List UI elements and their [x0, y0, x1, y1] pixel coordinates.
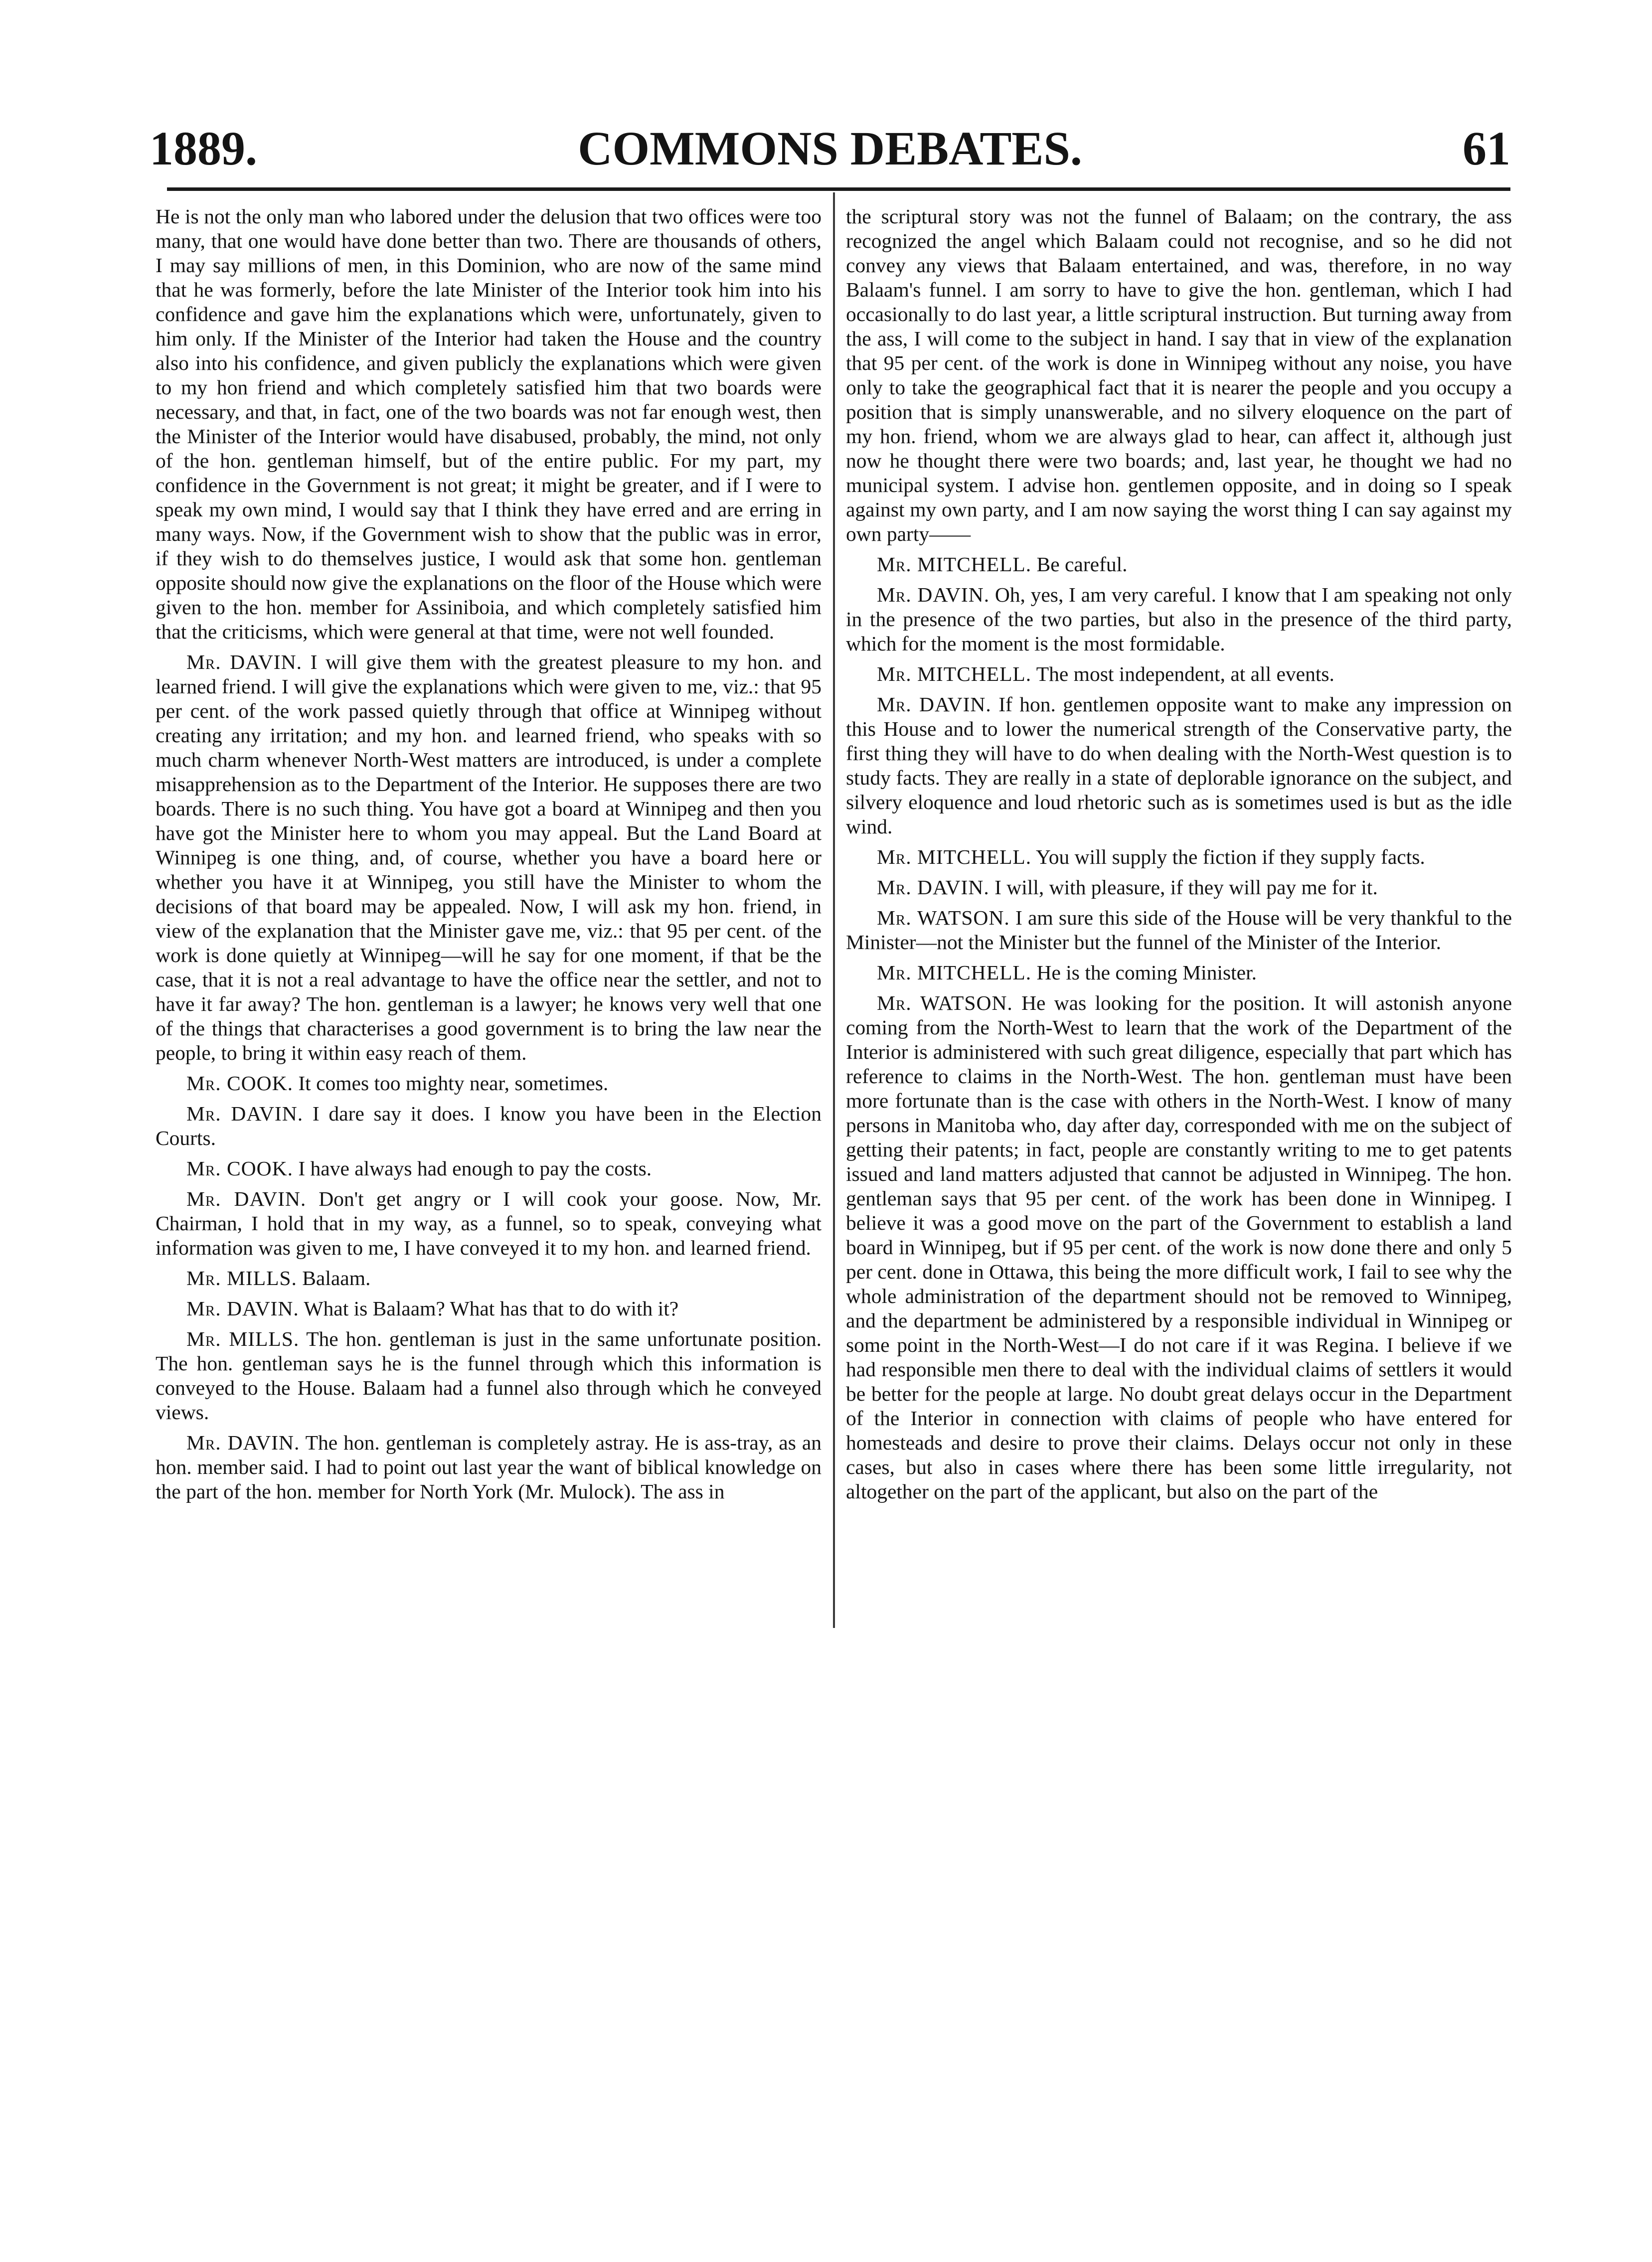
speaker-name: Mr. DAVIN.: [186, 1297, 299, 1320]
speaker-name: Mr. MITCHELL.: [877, 961, 1032, 984]
paragraph: [846, 692, 1512, 839]
speaker-name: Mr. WATSON.: [877, 906, 1010, 929]
paragraph: [156, 1296, 822, 1321]
paragraph: [156, 1266, 822, 1291]
paragraph-text: I am sure this side of the House will be very thankful to the Minister—not the Minister but the funnel of the Minister of the Interior.: [846, 906, 1512, 954]
paragraph-text: Balaam.: [302, 1267, 371, 1290]
speaker-name: Mr. COOK.: [186, 1072, 293, 1095]
paragraph-text: If hon. gentlemen opposite want to make any impression on this House and to lower the numerical strength of the Conservative party, the first thing they will have to do when dealing with the North-West question is to study facts. They are really in a state of deplorable ignorance on the subject, and silvery eloquence and loud rhetoric such as is sometimes used is but as the idle wind.: [846, 693, 1512, 838]
paragraph: [846, 961, 1512, 985]
speaker-name: Mr. MITCHELL.: [877, 845, 1032, 868]
paragraph: [846, 552, 1512, 577]
paragraph: [846, 583, 1512, 656]
paragraph-text: Oh, yes, I am very careful. I know that I am speaking not only in the presence of the two parties, but also in the presence of the third party, which for the moment is the most formidable.: [846, 583, 1512, 655]
paragraph-text: I dare say it does. I know you have been in the Election Courts.: [156, 1102, 822, 1149]
paragraph: [156, 204, 822, 644]
speaker-name: Mr. MILLS.: [186, 1267, 297, 1290]
paragraph: [156, 650, 822, 1065]
speaker-name: Mr. DAVIN.: [186, 1102, 304, 1125]
header-title: COMMONS DEBATES.: [578, 122, 1082, 175]
paragraph: [156, 1327, 822, 1425]
paragraph-text: The hon. gentleman is just in the same unfortunate position. The hon. gentleman says he is the funnel through which this information is conveyed to the House. Balaam had a funnel also through which he conveyed views.: [156, 1327, 822, 1424]
paragraph: [156, 1071, 822, 1096]
paragraph: [846, 204, 1512, 546]
paragraph: [846, 906, 1512, 955]
paragraph-text: The most independent, at all events.: [1036, 662, 1334, 685]
paragraph-text: I have always had enough to pay the costs.: [298, 1157, 652, 1180]
speaker-name: Mr. DAVIN.: [186, 650, 302, 673]
left-column: [156, 204, 822, 1510]
paragraph-text: What is Balaam? What has that to do with it?: [304, 1297, 679, 1320]
paragraph-text: He is the coming Minister.: [1036, 961, 1257, 984]
paragraph-text: The hon. gentleman is completely astray. He is ass-tray, as an hon. member said. I had to point out last year the want of biblical knowledge on the part of the hon. member for North York (Mr. Mulock). The ass in: [156, 1431, 822, 1503]
paragraph-text: He is not the only man who labored under the delusion that two offices were too many, that one would have done better than two. There are thousands of others, I may say millions of men, in this Dominion, who are now of the same mind that he was formerly, before the late Minister of the Interior took him into his confidence and gave him the explanations which were, unfortunately, given to him only. If the Minister of the Interior had taken the House and the country also into his confidence, and given publicly the explanations which were given to my hon friend and which completely satisfied him that two boards were necessary, and that, in fact, one of the two boards was not far enough west, then the Minister of the Interior would have disabused, probably, the mind, not only of the hon. gentleman himself, but of the entire public. For my part, my confidence in the Government is not great; it might be greater, and if I were to speak my own mind, I would say that I think they have erred and are erring in many ways. Now, if the Government wish to show that the public was in error, if they wish to do themselves justice, I would ask that some hon. gentleman opposite should now give the explanations on the floor of the House which were given to the hon. member for Assiniboia, and which completely satisfied him that the criticisms, which were general at that time, were not well founded.: [156, 205, 822, 643]
paragraph: [156, 1102, 822, 1150]
paragraph-text: It comes too mighty near, sometimes.: [298, 1072, 609, 1095]
right-column: [846, 204, 1512, 1510]
header-rule: [167, 187, 1510, 191]
speaker-name: Mr. DAVIN.: [186, 1187, 307, 1210]
speaker-name: Mr. WATSON.: [877, 991, 1013, 1014]
paragraph: [846, 662, 1512, 686]
speaker-name: Mr. DAVIN.: [877, 876, 990, 899]
speaker-name: Mr. MITCHELL.: [877, 662, 1032, 685]
paragraph: [156, 1431, 822, 1504]
paragraph-text: the scriptural story was not the funnel of Balaam; on the contrary, the ass recognized the angel which Balaam could not recognise, and so he did not convey any views that Balaam entertained, and was, therefore, in no way Balaam's funnel. I am sorry to have to give the hon. gentleman, which I had occasionally to do last year, a little scriptural instruction. But turning away from the ass, I will come to the subject in hand. I say that in view of the explanation that 95 per cent. of the work is done in Winnipeg without any noise, you have only to take the geographical fact that it is nearer the people and you occupy a position that is simply unanswerable, and no silvery eloquence on the part of my hon. friend, whom we are always glad to hear, can affect it, although just now he thought there were two boards; and, last year, he thought we had no municipal system. I advise hon. gentlemen opposite, and in doing so I speak against my own party, and I am now saying the worst thing I can say against my own party——: [846, 205, 1512, 545]
paragraph: [156, 1156, 822, 1181]
speaker-name: Mr. MITCHELL.: [877, 553, 1032, 576]
paragraph-text: Be careful.: [1036, 553, 1128, 576]
header-year: 1889.: [150, 122, 257, 175]
speaker-name: Mr. COOK.: [186, 1157, 293, 1180]
speaker-name: Mr. DAVIN.: [877, 583, 990, 606]
paragraph-text: I will give them with the greatest pleasure to my hon. and learned friend. I will give the explanations which were given to me, viz.: that 95 per cent. of the work passed quietly through that office at Winnipeg without creating any irritation; and my hon. and learned friend, who speaks with so much charm whenever North-West matters are introduced, is under a complete misapprehension as to the Department of the Interior. He supposes there are two boards. There is no such thing. You have got a board at Winnipeg and then you have got the Minister here to whom you may appeal. But the Land Board at Winnipeg is one thing, and, of course, whether you have a board here or whether you have it at Winnipeg, you still have the Minister to whom the decisions of that board may be appealed. Now, I will ask my hon. friend, in view of the explanation that the Minister gave me, viz.: that 95 per cent. of the work is done quietly at Winnipeg—will he say for one moment, if that be the case, that it is not a real advantage to have the office near the settler, and not to have it far away? The hon. gentleman is a lawyer; he knows very well that one of the things that characterises a good government is to bring the law near the people, to bring it within easy reach of them.: [156, 650, 822, 1064]
paragraph: [846, 845, 1512, 869]
column-divider: [833, 192, 835, 1628]
paragraph-text: You will supply the fiction if they supply facts.: [1035, 845, 1425, 868]
paragraph-text: I will, with pleasure, if they will pay me for it.: [994, 876, 1378, 899]
paragraph: [156, 1187, 822, 1260]
speaker-name: Mr. DAVIN.: [186, 1431, 300, 1454]
speaker-name: Mr. DAVIN.: [877, 693, 991, 716]
speaker-name: Mr. MILLS.: [186, 1327, 300, 1350]
paragraph-text: He was looking for the position. It will astonish anyone coming from the North-West to learn that the work of the Department of the Interior is administered with such great diligence, especially that part which has reference to claims in the North-West. The hon. gentleman must have been more fortunate than is the case with others in the North-West. I know of many persons in Manitoba who, day after day, corresponded with me on the subject of getting their patents; in fact, people are constantly writing to me to get patents issued and land matters adjusted that cannot be adjusted in Winnipeg. The hon. gentleman says that 95 per cent. of the work has been done in Winnipeg. I believe it was a good move on the part of the Government to establish a land board in Winnipeg, but if 95 per cent. of the work is now done there and only 5 per cent. done in Ottawa, this being the more difficult work, I fail to see why the whole administration of the department should not be removed to Winnipeg, and the department be administered by a responsible individual in Winnipeg or some point in the North-West—I do not care if it was Regina. I believe if we had responsible men there to deal with the individual claims of settlers it would be better for the people at large. No doubt great delays occur in the Department of the Interior in connection with claims of people who have entered for homesteads and desire to prove their claims. Delays occur not only in these cases, but also in cases where there has been some little irregularity, not altogether on the part of the applicant, but also on the part of the: [846, 991, 1512, 1503]
paragraph: [846, 875, 1512, 900]
paragraph: [846, 991, 1512, 1504]
page-header: [150, 119, 1510, 183]
paragraph-text: Don't get angry or I will cook your goose. Now, Mr. Chairman, I hold that in my way, as a funnel, so to speak, conveying what information was given to me, I have conveyed it to my hon. and learned friend.: [156, 1187, 822, 1259]
header-page-number: 61: [1463, 122, 1510, 175]
